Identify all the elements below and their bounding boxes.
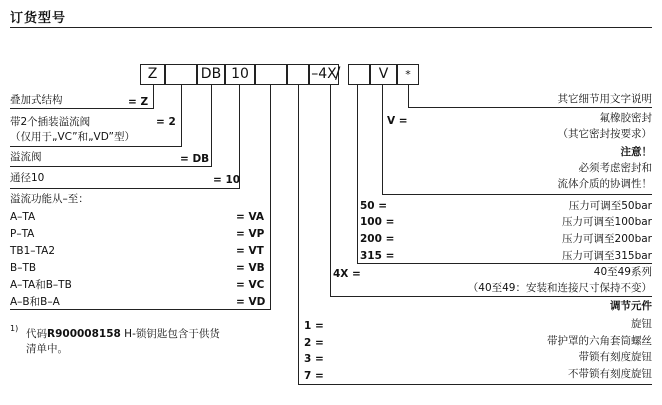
other-details: 其它细节用文字说明 xyxy=(557,93,652,105)
connector-2 xyxy=(181,85,182,147)
item-cartridge-code: = 2 xyxy=(156,116,176,128)
adjust-desc: 带护罩的六角套筒螺丝 xyxy=(547,335,652,347)
connector-2-h xyxy=(10,146,182,147)
connector-z xyxy=(153,85,154,109)
connector-pressure xyxy=(357,85,358,264)
code-box-series: –4X xyxy=(309,64,339,85)
code-box-2 xyxy=(165,64,197,85)
note-line2: 流体介质的协调性！ xyxy=(557,178,652,190)
code-box-adjust xyxy=(348,64,370,85)
code-box-pressure xyxy=(287,64,309,85)
pressure-code: 315 = xyxy=(360,250,395,262)
function-label: A–TA xyxy=(10,211,36,223)
adjust-code: 1 = xyxy=(304,320,324,332)
pressure-code: 200 = xyxy=(360,233,395,245)
function-code: = VA xyxy=(236,211,264,223)
pressure-code: 50 = xyxy=(360,200,388,212)
code-box-size: 10 xyxy=(225,64,255,85)
item-cartridge-note: （仅用于„VC”和„VD”型） xyxy=(10,131,135,143)
code-box-db: DB xyxy=(197,64,225,85)
series-desc: 40至49系列 xyxy=(593,266,652,278)
title-divider xyxy=(10,27,652,28)
code-box-z: Z xyxy=(140,64,165,85)
pressure-desc: 压力可调至315bar xyxy=(562,250,652,262)
function-label: P–TA xyxy=(10,228,35,240)
function-label: A–B和B–A xyxy=(10,296,60,308)
connector-other-h xyxy=(408,107,652,108)
connector-series-h xyxy=(330,296,652,297)
adjust-code: 7 = xyxy=(304,370,324,382)
connector-seal xyxy=(382,85,383,195)
seal-desc: 氟橡胶密封 xyxy=(599,112,652,124)
item-cartridge-label: 带2个插装溢流阀 xyxy=(10,116,91,128)
adjust-desc: 带锁有刻度旋钮 xyxy=(578,351,652,363)
footnote-post: H-锁钥匙包含于供货 xyxy=(120,328,220,340)
connector-db xyxy=(211,85,212,167)
code-box-seal: V xyxy=(370,64,397,85)
seal-other: （其它密封按要求） xyxy=(557,128,652,140)
pressure-desc: 压力可调至100bar xyxy=(562,216,652,228)
adjust-desc: 不带锁有刻度旋钮 xyxy=(568,368,652,380)
pressure-desc: 压力可调至200bar xyxy=(562,233,652,245)
item-valve-label: 溢流阀 xyxy=(10,151,42,163)
connector-series xyxy=(330,85,331,297)
function-code: = VC xyxy=(236,279,265,291)
function-code: = VP xyxy=(236,228,265,240)
connector-adjust-h xyxy=(298,384,652,385)
pressure-code: 100 = xyxy=(360,216,395,228)
connector-function-h xyxy=(10,309,271,310)
adjust-code: 2 = xyxy=(304,337,324,349)
item-valve-code: = DB xyxy=(180,153,210,165)
page-title: 订货型号 xyxy=(10,11,67,26)
connector-size-h xyxy=(10,188,240,189)
seal-code: V = xyxy=(387,115,408,127)
connector-seal-h xyxy=(382,194,652,195)
item-structure-label: 叠加式结构 xyxy=(10,94,63,106)
adjust-desc: 旋钮 xyxy=(631,318,652,330)
series-note: （40至49：安装和连接尺寸保持不变） xyxy=(467,282,652,294)
connector-function xyxy=(270,85,271,310)
item-size-code: = 10 xyxy=(213,174,241,186)
function-code: = VB xyxy=(236,262,265,274)
function-label: TB1–TA2 xyxy=(10,245,56,257)
function-code: = VT xyxy=(236,245,264,257)
series-code: 4X = xyxy=(333,268,361,280)
footnote-code: R900008158 xyxy=(47,328,121,340)
note-line1: 必须考虑密封和 xyxy=(578,162,652,174)
code-box-function xyxy=(255,64,287,85)
item-size-label: 通径10 xyxy=(10,172,45,184)
connector-other xyxy=(408,85,409,108)
pressure-desc: 压力可调至50bar xyxy=(568,200,652,212)
connector-adjust xyxy=(298,85,299,385)
adjust-code: 3 = xyxy=(304,353,324,365)
footnote-mark: 1) xyxy=(10,324,19,333)
footnote-line2: 清单中。 xyxy=(26,343,68,355)
note-title: 注意！ xyxy=(620,146,652,158)
footnote-text xyxy=(26,328,220,341)
function-code: = VD xyxy=(236,296,266,308)
function-label: A–TA和B–TB xyxy=(10,279,72,291)
function-label: B–TB xyxy=(10,262,37,274)
connector-db-h xyxy=(10,166,212,167)
adjust-title: 调节元件 xyxy=(610,300,652,312)
item-structure-code: = Z xyxy=(128,96,149,108)
footnote-pre: 代码 xyxy=(26,328,47,340)
code-slash: / xyxy=(335,63,341,82)
connector-pressure-h xyxy=(357,263,652,264)
function-heading: 溢流功能从–至： xyxy=(10,193,89,205)
code-box-other: * xyxy=(397,64,419,85)
